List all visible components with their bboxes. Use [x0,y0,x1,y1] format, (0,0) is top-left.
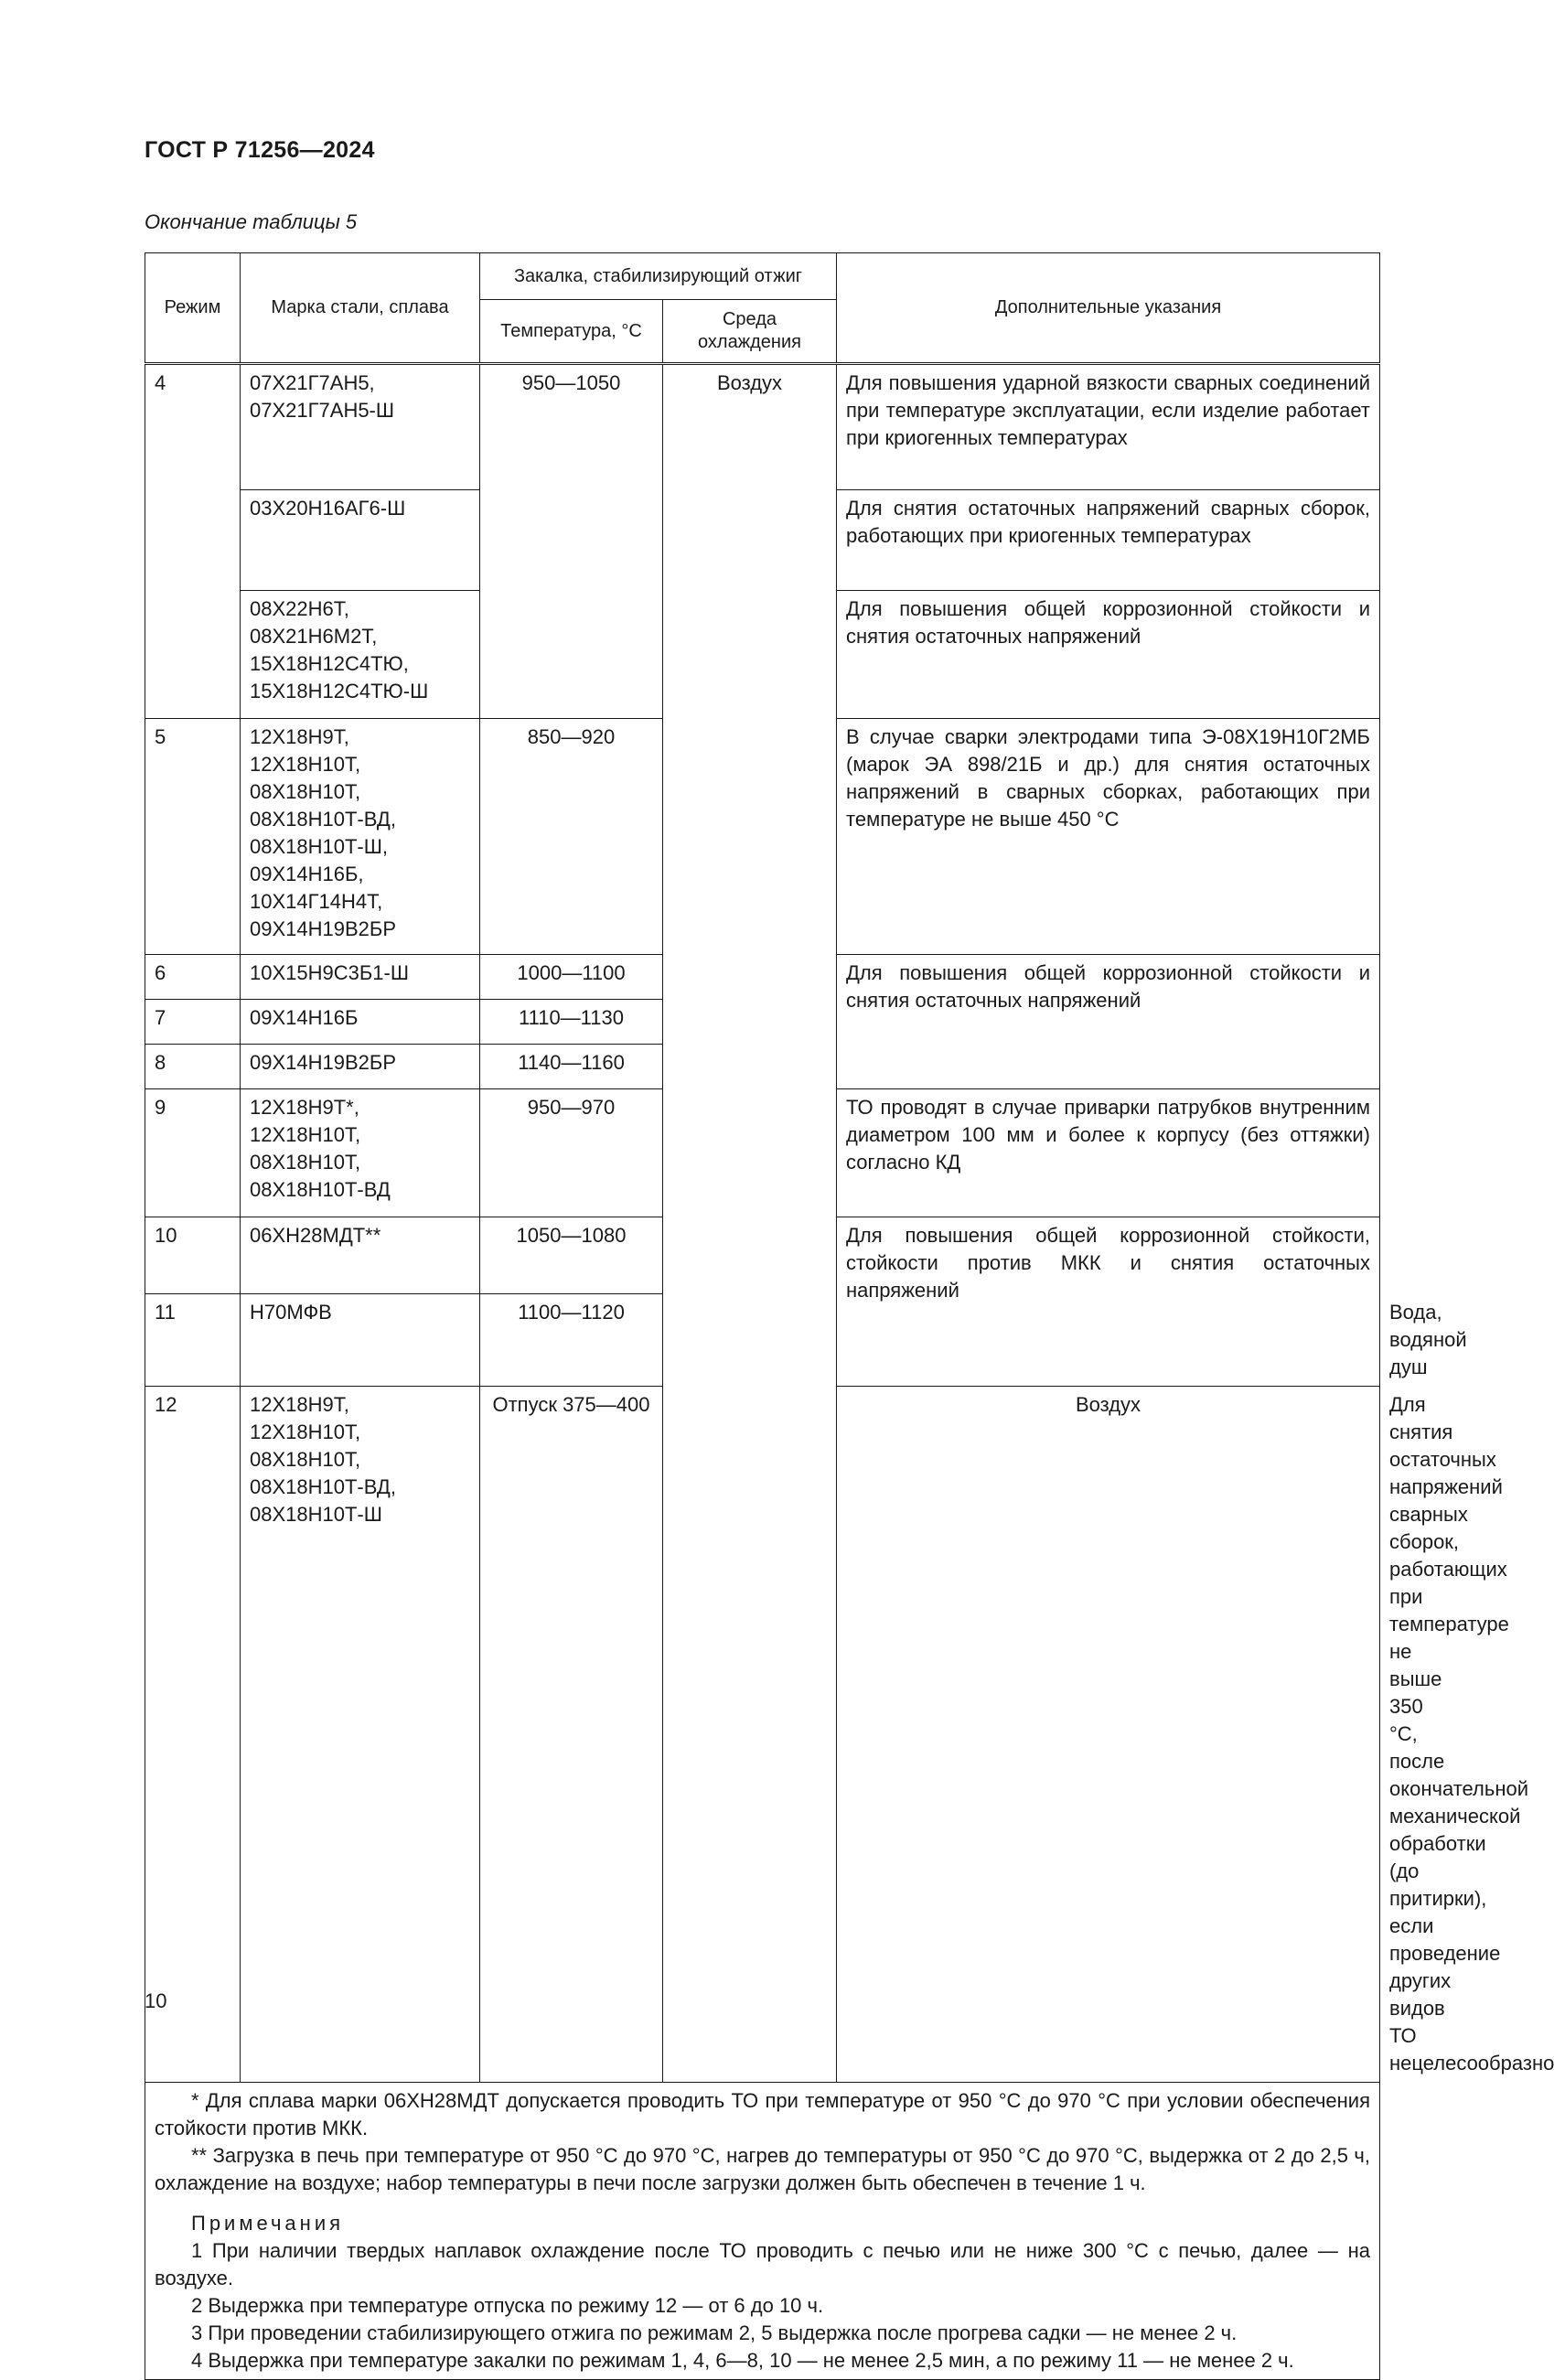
temperature-cell: 1100—1120 [480,1294,663,1387]
mode-cell: 6 [145,955,241,1000]
document-standard-title: ГОСТ Р 71256—2024 [145,137,375,163]
grade-cell: 12Х18Н9Т, 12Х18Н10Т, 08Х18Н10Т, 08Х18Н10Т-ВД, 08Х18Н10Т-Ш, 09Х14Н16Б, 10Х14Г14Н4Т, 09Х14Н19В2БР [241,719,480,955]
mode-cell: 11 [145,1294,241,1387]
mode-cell: 10 [145,1217,241,1294]
mode-cell: 5 [145,719,241,955]
grade-cell: 06ХН28МДТ** [241,1217,480,1294]
header-medium: Среда охлаждения [663,300,837,364]
grade-cell: 12Х18Н9Т, 12Х18Н10Т, 08Х18Н10Т, 08Х18Н10Т-ВД, 08Х18Н10Т-Ш [241,1387,480,2083]
temperature-cell: 850—920 [480,719,663,955]
note-cell: Для повышения общей коррозионной стойкости, стойкости против МКК и снятия остаточных напряжений [837,1217,1380,1387]
heat-treatment-table: Режим Марка стали, сплава Закалка, стабилизирующий отжиг Дополнительные указания Температура, °С Среда охлаждения 4 07Х21Г7АН5, 07Х21Г7АН5-Ш 950—1050 Воздух Для повышения ударной вязкости сварных соединений при температуре эксплуатации, если изделие работает при криогенных температурах 03Х20Н16АГ6-Ш Для снятия остаточных напряжений сварных сборок, работающих при криогенных температурах 08Х22Н6Т, 08Х21Н6М2Т, 15Х18Н12С4ТЮ, 15Х18Н12С4ТЮ-Ш Для повышения общей коррозионной стойкости и снятия остаточных напряжений 5 12Х18Н9Т, 12Х18Н10Т, 08Х18Н10Т, 08Х18Н10Т-ВД, 08Х18Н10Т-Ш, 09Х14Н16Б, 10Х14Г14Н4Т, 09Х14Н19В2БР 850—920 В случае сварки электродами типа Э-08Х19Н10Г2МБ (марок ЭА 898/21Б и др.) для снятия остаточных напряжений в сварных сборках, работающих при температуре не выше 450 °С 6 10Х15Н9С3Б1-Ш 1000—1100 Для повышения общей коррозионной стойкости и снятия остаточных напряжений 7 09Х14Н16Б 1110—1130 8 09Х14Н19В2БР 1140—1160 9 12Х18Н9Т*, 12Х18Н10Т, 08Х18Н10Т, 08Х18Н10Т-ВД 950—970 ТО проводят в случае приварки патрубков внутренним диаметром 100 мм и более к корпусу (без оттяжки) согласно КД 10 06ХН28МДТ** 1050—1080 Для повышения общей коррозионной стойкости, стойкости против МКК и снятия остаточных напряжений 11 Н70МФВ 1100—1120 Вода, водяной душ 12 12Х18Н9Т, 12Х18Н10Т, 08Х18Н10Т, 08Х18Н10Т-ВД, 08Х18Н10Т-Ш Отпуск 375—400 Воздух Для снятия остаточных напряжений сварных сборок, работающих при температуре не выше 350 °С, после окончательной механической обработки (до притирки), если проведение других видов ТО нецелесообразно * Для сплава марки 06ХН28МДТ допускается проводить ТО при температуре от 950 °С до 970 °С при условии обеспечения стойкости против МКК. ** Загрузка в печь при температуре от 950 °С до 970 °С, нагрев до температуры от 950 °С до 970 °С, выдержка от 2 до 2,5 ч, охлаждение на воздухе; набор температуры в печи после загрузки должен быть обеспечен в течение 1 ч. Примечания 1 При наличии твердых наплавок охлаждение после ТО проводить с печью или не ниже 300 °С с печью, далее — на воздухе. 2 Выдержка при температуре отпуска по режиму 12 — от 6 до 10 ч. 3 При проведении стабилизирующего отжига по режимам 2, 5 выдержка после прогрева садки — не менее 2 ч. 4 Выдержка при температуре закалки по режимам 1, 4, 6—8, 10 — не менее 2,5 мин, а по режиму 11 — не менее 2 ч. [145,252,1380,2380]
mode-cell: 12 [145,1387,241,2083]
header-mode: Режим [145,253,241,364]
header-quench-group: Закалка, стабилизирующий отжиг [480,253,837,300]
table-caption: Окончание таблицы 5 [145,210,358,233]
note-item: 3 При проведении стабилизирующего отжига по режимам 2, 5 выдержка после прогрева садки — не менее 2 ч. [191,2321,1238,2344]
header-grade: Марка стали, сплава [241,253,480,364]
note-cell: Для повышения общей коррозионной стойкости и снятия остаточных напряжений [837,955,1380,1089]
note-cell: Для повышения общей коррозионной стойкости и снятия остаточных напряжений [837,591,1380,719]
temperature-cell: Отпуск 375—400 [480,1387,663,2083]
note-cell: Для повышения ударной вязкости сварных соединений при температуре эксплуатации, если изделие работает при криогенных температурах [837,364,1380,490]
temperature-cell: 950—1050 [480,364,663,719]
medium-cell: Воздух [837,1387,1380,2083]
note-cell: Для снятия остаточных напряжений сварных сборок, работающих при криогенных температурах [837,490,1380,591]
header-temperature: Температура, °С [480,300,663,364]
grade-cell: Н70МФВ [241,1294,480,1387]
grade-cell: 03Х20Н16АГ6-Ш [241,490,480,591]
grade-cell: 08Х22Н6Т, 08Х21Н6М2Т, 15Х18Н12С4ТЮ, 15Х18Н12С4ТЮ-Ш [241,591,480,719]
temperature-cell: 1140—1160 [480,1045,663,1089]
mode-cell: 4 [145,364,241,719]
note-item: 2 Выдержка при температуре отпуска по режиму 12 — от 6 до 10 ч. [191,2294,824,2317]
note-item: 4 Выдержка при температуре закалки по режимам 1, 4, 6—8, 10 — не менее 2,5 мин, а по режиму 11 — не менее 2 ч. [191,2349,1294,2372]
grade-cell: 09Х14Н16Б [241,1000,480,1045]
page-number: 10 [145,1989,167,2012]
table-footer-notes [145,2083,1380,2380]
grade-cell: 12Х18Н9Т*, 12Х18Н10Т, 08Х18Н10Т, 08Х18Н10Т-ВД [241,1089,480,1217]
note-cell: ТО проводят в случае приварки патрубков внутренним диаметром 100 мм и более к корпусу (без оттяжки) согласно КД [837,1089,1380,1217]
temperature-cell: 950—970 [480,1089,663,1217]
medium-cell: Воздух [663,364,837,2083]
mode-cell: 9 [145,1089,241,1217]
note-item: 1 При наличии твердых наплавок охлаждение после ТО проводить с печью или не ниже 300 °С с печью, далее — на воздухе. [155,2239,1370,2289]
temperature-cell: 1050—1080 [480,1217,663,1294]
footnote: * Для сплава марки 06ХН28МДТ допускается проводить ТО при температуре от 950 °С до 970 °С при условии обеспечения стойкости против МКК. [155,2089,1370,2139]
mode-cell: 7 [145,1000,241,1045]
grade-cell: 10Х15Н9С3Б1-Ш [241,955,480,1000]
temperature-cell: 1110—1130 [480,1000,663,1045]
grade-cell: 09Х14Н19В2БР [241,1045,480,1089]
temperature-cell: 1000—1100 [480,955,663,1000]
grade-cell: 07Х21Г7АН5, 07Х21Г7АН5-Ш [241,364,480,490]
footnote: ** Загрузка в печь при температуре от 950 °С до 970 °С, нагрев до температуры от 950 °С до 970 °С, выдержка от 2 до 2,5 ч, охлаждение на воздухе; набор температуры в печи после загрузки должен быть обеспечен в течение 1 ч. [155,2144,1370,2194]
mode-cell: 8 [145,1045,241,1089]
header-notes: Дополнительные указания [837,253,1380,364]
notes-heading: Примечания [191,2212,345,2235]
note-cell: В случае сварки электродами типа Э-08Х19Н10Г2МБ (марок ЭА 898/21Б и др.) для снятия остаточных напряжений в сварных сборках, работающих при температуре не выше 450 °С [837,719,1380,955]
